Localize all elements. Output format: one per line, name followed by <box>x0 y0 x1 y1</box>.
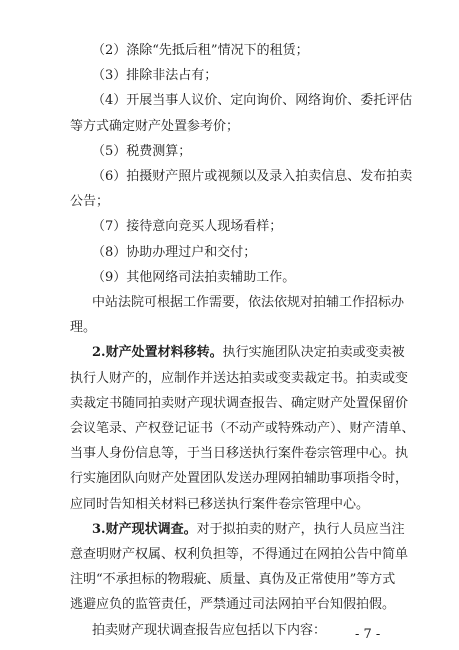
paragraph-line: 理。 <box>70 320 97 335</box>
list-item: （8）协助办理过户和交付； <box>92 245 257 260</box>
paragraph-line: 注明“不承担标的物瑕疵、质量、真伪及正常使用”等方式 <box>70 572 396 587</box>
paragraph-line: 逃避应负的监管责任，严禁通过司法网拍平台知假拍假。 <box>70 597 396 612</box>
paragraph-line: 当事人身份信息等，于当日移送执行案件卷宗管理中心。执 <box>70 446 409 461</box>
paragraph-line: 应同时告知相关材料已移送执行案件卷宗管理中心。 <box>70 497 370 512</box>
paragraph-line: 行实施团队向财产处置团队发送办理网拍辅助事项指令时， <box>70 471 409 486</box>
section-heading: 2.财产处置材料移转。 <box>92 345 223 360</box>
section-heading: 3.财产现状调查。 <box>92 522 197 537</box>
list-item: （9）其他网络司法拍卖辅助工作。 <box>92 270 296 285</box>
paragraph-text: 执行实施团队决定拍卖或变卖被 <box>222 345 405 360</box>
paragraph-line <box>92 344 405 362</box>
paragraph-line: 公告； <box>70 194 110 209</box>
paragraph-line: 意查明财产权属、权利负担等，不得通过在网拍公告中简单 <box>70 547 409 562</box>
list-item: （4）开展当事人议价、定向询价、网络询价、委托评估 <box>92 93 413 108</box>
list-item: （2）涤除“先抵后租”情况下的租赁； <box>92 43 309 58</box>
list-item: （3）排除非法占有； <box>92 68 218 83</box>
paragraph-line: 拍卖财产现状调查报告应包括以下内容： <box>92 623 327 638</box>
paragraph-line: 中站法院可根据工作需要，依法依规对拍辅工作招标办 <box>92 295 405 310</box>
page-number: - 7 - <box>355 627 381 642</box>
paragraph-line: 会议笔录、产权登记证书（不动产或特殊动产）、财产清单、 <box>70 421 415 436</box>
paragraph-line: 卖裁定书随同拍卖财产现状调查报告、确定财产处置保留价 <box>70 396 409 411</box>
paragraph-text: 对于拟拍卖的财产，执行人员应当注 <box>196 522 405 537</box>
list-item: （5）税费测算； <box>92 144 192 159</box>
paragraph-line: 执行人财产的，应制作并送达拍卖或变卖裁定书。拍卖或变 <box>70 371 409 386</box>
list-item: （7）接待意向竞买人现场看样； <box>92 219 283 234</box>
paragraph-line <box>92 521 405 539</box>
paragraph-line: 等方式确定财产处置参考价； <box>70 119 240 134</box>
list-item: （6）拍摄财产照片或视频以及录入拍卖信息、发布拍卖 <box>92 169 413 184</box>
